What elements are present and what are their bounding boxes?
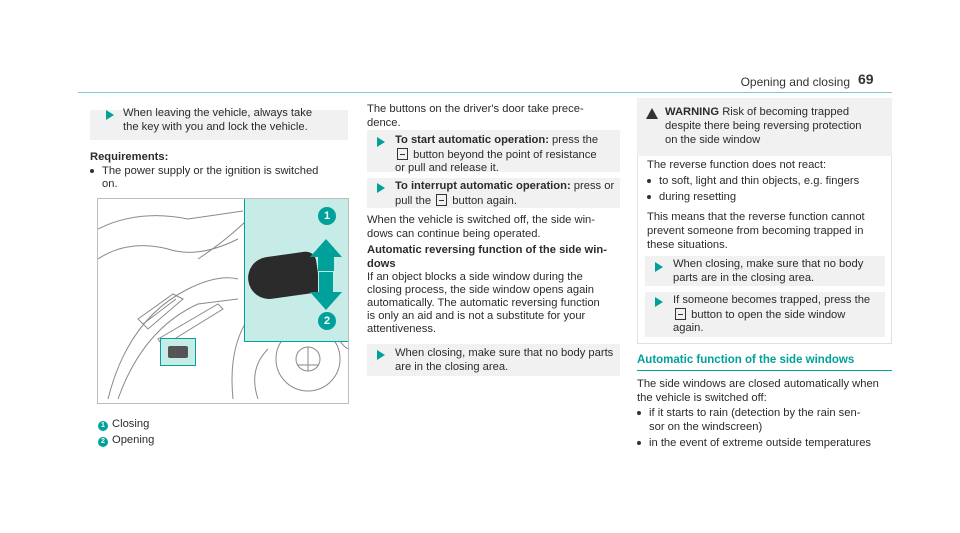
step1-line-3: or pull and release it. [395, 162, 499, 174]
step1-line-1: To start automatic operation: press the [395, 134, 599, 146]
section-item-1: if it starts to rain (detection by the rain sen- [637, 407, 860, 420]
door-illustration [97, 198, 349, 404]
callout-number: 1 [98, 421, 108, 431]
reversing-text-4: is only an aid and is not a substitute for your [367, 310, 586, 322]
warning-step2-line-3: again. [673, 322, 704, 334]
reversing-text-3: automatically. The automatic reversing function [367, 297, 600, 309]
warning-title-3: on the side window [665, 134, 761, 146]
step3-line-1: When closing, make sure that no body parts [395, 347, 614, 359]
after-line-2: dows can continue being operated. [367, 228, 541, 240]
arrow-icon [655, 297, 663, 307]
warning-title-2: despite there being reversing protection [665, 120, 862, 132]
window-button-icon [436, 194, 447, 206]
callout-number: 2 [98, 437, 108, 447]
section-item-1-cont: sor on the windscreen) [649, 421, 763, 433]
reversing-text-1: If an object blocks a side window during the [367, 271, 583, 283]
bullet-icon [647, 195, 651, 199]
warning-step2-line-1: If someone becomes trapped, press the [673, 294, 871, 306]
page-number: 69 [858, 71, 874, 87]
legend-opening: 2 Opening [98, 434, 154, 447]
step2-line-1: To interrupt automatic operation: press or [395, 180, 615, 192]
arrow-icon [655, 262, 663, 272]
step2-line-2: pull the button again. [395, 195, 517, 207]
section-title: Automatic function of the side windows [637, 354, 855, 366]
arrow-icon [377, 350, 385, 360]
legend-closing: 1 Closing [98, 418, 149, 431]
section-intro-1: The side windows are closed automatically when [637, 378, 879, 390]
after-line-1: When the vehicle is switched off, the side win- [367, 214, 596, 226]
warning-step1-line-1: When closing, make sure that no body [673, 258, 864, 270]
warning-means-2: prevent someone from becoming trapped in [647, 225, 864, 237]
bullet-icon [647, 179, 651, 183]
bullet-icon [637, 441, 641, 445]
step3-line-2: are in the closing area. [395, 361, 509, 373]
warning-means-3: these situations. [647, 239, 728, 251]
section-item-2: in the event of extreme outside temperatures [637, 437, 871, 450]
intro-line-1: The buttons on the driver's door take prece- [367, 103, 584, 115]
callout-1: 1 [318, 207, 336, 225]
step1-line-2: button beyond the point of resistance [395, 148, 597, 162]
arrow-up-icon [310, 239, 342, 257]
intro-line-2: dence. [367, 117, 401, 129]
warning-item-1: to soft, light and thin objects, e.g. fingers [647, 175, 859, 188]
header-title: Opening and closing [740, 75, 850, 89]
warning-item-2: during resetting [647, 191, 736, 204]
arrow-icon [377, 137, 385, 147]
reversing-heading-1: Automatic reversing function of the side win- [367, 244, 607, 256]
window-button-icon [675, 308, 686, 320]
window-button-icon [397, 148, 408, 160]
warning-icon [646, 108, 658, 119]
section-intro-2: the vehicle is switched off: [637, 392, 767, 404]
warning-intro: The reverse function does not react: [647, 159, 827, 171]
arrow-icon [377, 183, 385, 193]
requirement-item-cont: on. [102, 178, 118, 190]
bullet-icon [90, 169, 94, 173]
bullet-icon [637, 411, 641, 415]
header-rule [78, 92, 892, 93]
warning-means-1: This means that the reverse function cannot [647, 211, 865, 223]
reversing-text-2: closing process, the side window opens again [367, 284, 594, 296]
callout-2: 2 [318, 312, 336, 330]
warning-step2-line-2: button to open the side window [673, 308, 845, 322]
warning-step1-line-2: parts are in the closing area. [673, 272, 815, 284]
section-rule [637, 370, 892, 371]
arrow-down-shaft [318, 271, 334, 293]
reversing-text-5: attentiveness. [367, 323, 437, 335]
warning-title-1: WARNING Risk of becoming trapped [665, 106, 850, 118]
arrow-icon [106, 110, 114, 120]
switch-button [168, 346, 188, 358]
requirements-heading: Requirements: [90, 151, 169, 163]
note-line-2: the key with you and lock the vehicle. [123, 121, 308, 133]
reversing-heading-2: dows [367, 258, 396, 270]
requirement-item: The power supply or the ignition is switched [90, 165, 318, 178]
arrow-down-icon [310, 292, 342, 310]
note-line-1: When leaving the vehicle, always take [123, 107, 313, 119]
